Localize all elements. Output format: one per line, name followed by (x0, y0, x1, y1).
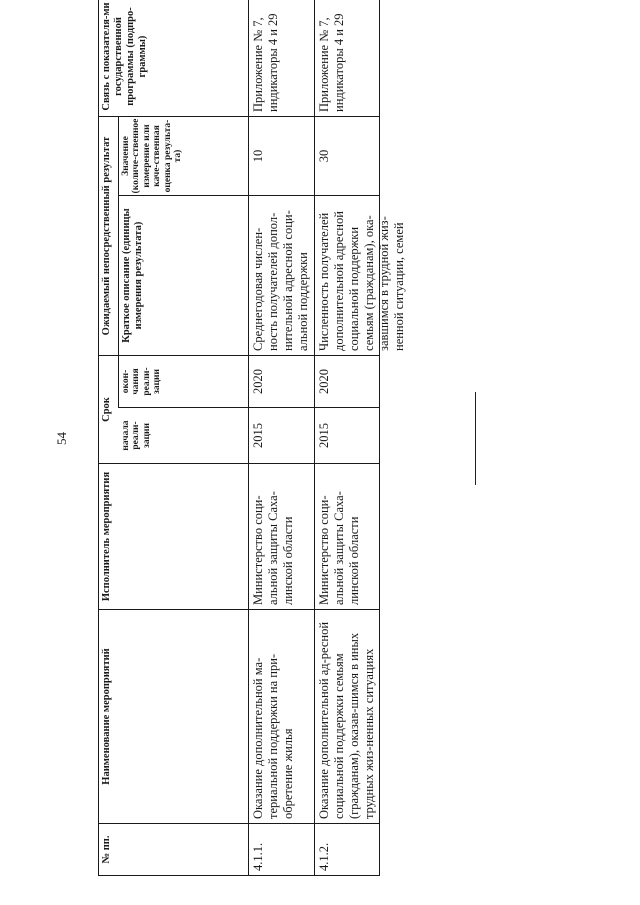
row-2-start-year: 2015 (317, 423, 331, 448)
header-expected-description: Краткое описание (единицы измерения результата) (121, 208, 145, 343)
row-1-result-value: 10 (251, 149, 265, 163)
row-1-program-link: Приложение № 7, индикаторы 4 и 29 (251, 13, 280, 112)
row-1-num: 4.1.1. (251, 842, 265, 871)
row-2-result-value: 30 (317, 149, 331, 163)
header-num: № пп. (101, 835, 112, 864)
row-2-num: 4.1.2. (317, 842, 331, 871)
header-term: Срок (101, 397, 112, 422)
table-border-bottom (379, 0, 380, 876)
row-2-program-link: Приложение № 7, индикаторы 4 и 29 (317, 13, 346, 112)
measures-table (98, 0, 406, 876)
row-1-name: Оказание дополнительной ма-териальной поддержки на при-обретение жилья (251, 653, 295, 819)
header-term-end: окон-чания реали-зации (121, 367, 163, 396)
row-2-executor: Министерство соци-альной защиты Саха-линской области (317, 491, 361, 605)
row-1-end-year: 2020 (251, 369, 265, 394)
header-executor: Исполнитель мероприятия (101, 471, 112, 602)
row-2-name: Оказание дополнительной ад-ресной социальной поддержки семьям (гражданам), оказав-шимся в иных трудных жиз-ненных ситуациях (317, 621, 376, 819)
row-2-end-year: 2020 (317, 369, 331, 394)
header-expected-result: Ожидаемый непосредственный результат (101, 136, 112, 336)
header-term-start: начала реали-зации (121, 420, 152, 451)
header-name: Наименование мероприятий (101, 648, 112, 785)
row-1-executor: Министерство соци-альной защиты Саха-линской области (251, 491, 295, 605)
row-1-start-year: 2015 (251, 423, 265, 448)
margin-line (475, 392, 476, 485)
header-program-link: Связь с показателя-ми государственной программы (подпро-граммы) (101, 2, 149, 111)
row-1-result-description: Среднегодовая числен-ность получателей допол-нительной адресной соци-альной поддержки (251, 210, 310, 351)
row-2-result-description: Численность получателей дополнительной адресной социальной поддержки семьям (гражданам), ока-завшимся в трудной жиз-ненной ситуации, семей (317, 211, 406, 351)
header-expected-value: Значение (количе-ственное измерение или каче-ственная оценка результа-та) (121, 118, 184, 194)
page-number: 54 (54, 432, 69, 445)
col-line-0 (98, 875, 380, 876)
